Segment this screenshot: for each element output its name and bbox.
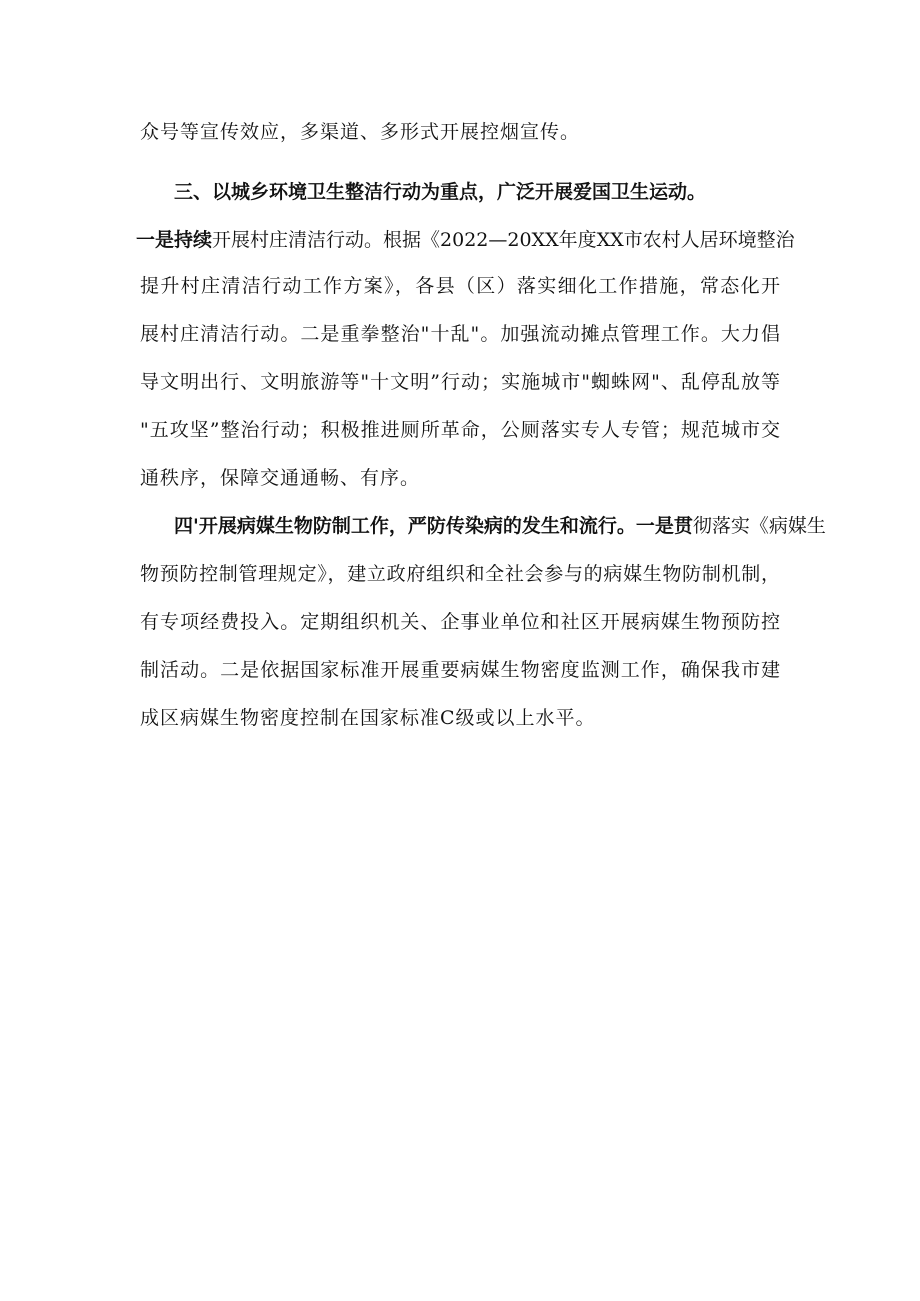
paragraph-3-lead: 一是持续 bbox=[136, 229, 213, 251]
paragraph-4-line-3-text: 有专项经费投入。定期组织机关、企事业单位和社区开展病媒生物预防控 bbox=[140, 611, 780, 633]
paragraph-4-line-2-text: 物预防控制管理规定》，建立政府组织和全社会参与的病媒生物防制机制， bbox=[140, 563, 780, 585]
paragraph-3-line-2-text: 提升村庄清洁行动工作方案》，各县（区）落实细化工作措施，常态化开 bbox=[140, 275, 780, 297]
paragraph-3-line-1-text: 开展村庄清洁行动。根据《2022—20XX年度XX市农村人居环境整治 bbox=[212, 229, 795, 251]
paragraph-3-line-1 bbox=[136, 228, 795, 252]
paragraph-3-line-5 bbox=[140, 418, 780, 442]
paragraph-3-line-5-text: "五攻坚”整治行动；积极推进厕所革命，公厕落实专人专管；规范城市交 bbox=[140, 419, 780, 441]
paragraph-3-line-6 bbox=[140, 466, 420, 490]
paragraph-4-line-2 bbox=[140, 562, 780, 586]
paragraph-3-line-3-text: 展村庄清洁行动。二是重拳整治"十乱"。加强流动摊点管理工作。大力倡 bbox=[140, 323, 780, 345]
paragraph-3-line-4-text: 导文明出行、文明旅游等"十文明”行动；实施城市"蜘蛛网"、乱停乱放等 bbox=[140, 371, 780, 393]
paragraph-4-line-1-text: 彻落实《病媒生 bbox=[692, 515, 826, 537]
paragraph-4-line-4-text: 制活动。二是依据国家标准开展重要病媒生物密度监测工作，确保我市建 bbox=[140, 659, 780, 681]
paragraph-3-line-3 bbox=[140, 322, 780, 346]
paragraph-3-line-4 bbox=[140, 370, 780, 394]
section-3-heading-text: 三、以城乡环境卫生整洁行动为重点，广泛开展爱国卫生运动。 bbox=[174, 181, 707, 203]
paragraph-4-line-3 bbox=[140, 610, 780, 634]
paragraph-4-line-5-text: 成区病媒生物密度控制在国家标准C级或以上水平。 bbox=[140, 707, 596, 729]
paragraph-4-lead: 四'开展病媒生物防制工作，严防传染病的发生和流行。一是贯 bbox=[174, 515, 693, 537]
paragraph-3-line-6-text: 通秩序，保障交通通畅、有序。 bbox=[140, 467, 421, 489]
paragraph-4-line-4 bbox=[140, 658, 780, 682]
paragraph-4-line-5 bbox=[140, 706, 596, 730]
paragraph-1-tail bbox=[140, 120, 580, 144]
paragraph-1-text: 众号等宣传效应，多渠道、多形式开展控烟宣传。 bbox=[140, 121, 581, 143]
section-3-heading bbox=[174, 180, 706, 204]
paragraph-3-line-2 bbox=[140, 274, 780, 298]
paragraph-4-line-1 bbox=[174, 514, 826, 538]
